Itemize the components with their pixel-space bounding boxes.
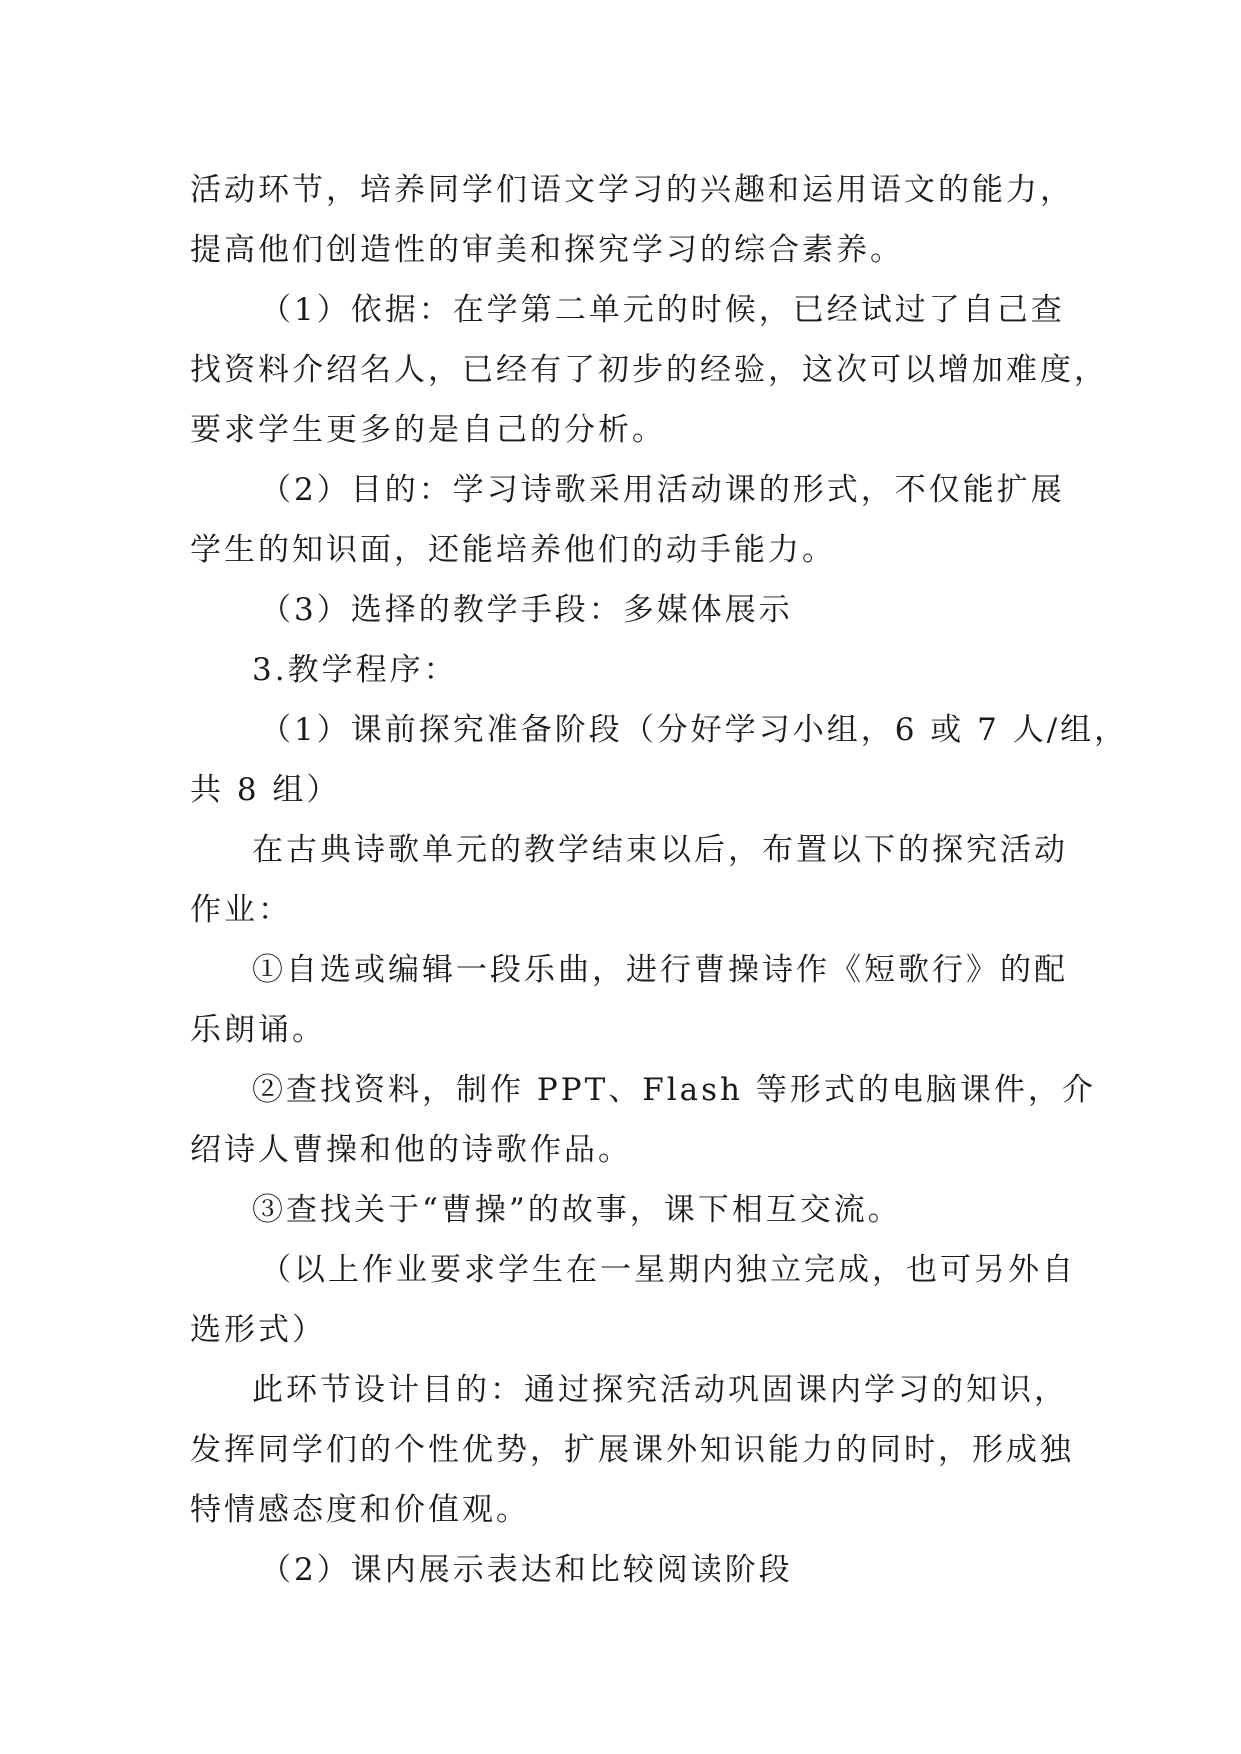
paragraph-line: 找资料介绍名人，已经有了初步的经验，这次可以增加难度，: [190, 352, 1108, 388]
paragraph-line: 乐朗诵。: [190, 1012, 326, 1048]
paragraph-line: 要求学生更多的是自己的分析。: [190, 412, 666, 448]
list-item: ③查找关于“曹操”的故事，课下相互交流。: [252, 1192, 902, 1228]
paragraph-line: 共 8 组）: [190, 772, 341, 808]
section-heading: 3.教学程序：: [252, 652, 458, 688]
list-item: ①自选或编辑一段乐曲，进行曹操诗作《短歌行》的配: [252, 952, 1068, 988]
paragraph-line: 发挥同学们的个性优势，扩展课外知识能力的同时，形成独: [190, 1432, 1074, 1468]
paragraph-line: 作业：: [190, 892, 292, 928]
list-item: ②查找资料，制作 PPT、Flash 等形式的电脑课件，介: [252, 1072, 1096, 1108]
paragraph-line: 绍诗人曹操和他的诗歌作品。: [190, 1132, 632, 1168]
paragraph-line: （3）选择的教学手段：多媒体展示: [260, 592, 793, 628]
paragraph-line: （2）目的：学习诗歌采用活动课的形式，不仅能扩展: [260, 472, 1065, 508]
paragraph-line: （以上作业要求学生在一星期内独立完成，也可另外自: [260, 1252, 1076, 1288]
document-body: [190, 160, 1129, 1600]
paragraph-line: 学生的知识面，还能培养他们的动手能力。: [190, 532, 836, 568]
paragraph-line: 提高他们创造性的审美和探究学习的综合素养。: [190, 232, 904, 268]
paragraph-line: 活动环节，培养同学们语文学习的兴趣和运用语文的能力，: [190, 172, 1074, 208]
paragraph-line: （2）课内展示表达和比较阅读阶段: [260, 1552, 793, 1588]
paragraph-line: 特情感态度和价值观。: [190, 1492, 530, 1528]
paragraph-line: 此环节设计目的：通过探究活动巩固课内学习的知识，: [252, 1372, 1068, 1408]
paragraph-line: 选形式）: [190, 1312, 326, 1348]
paragraph-line: （1）课前探究准备阶段（分好学习小组，6 或 7 人/组，: [260, 712, 1129, 748]
paragraph-line: 在古典诗歌单元的教学结束以后，布置以下的探究活动: [252, 832, 1068, 868]
paragraph-line: （1）依据：在学第二单元的时候，已经试过了自己查: [260, 292, 1065, 328]
